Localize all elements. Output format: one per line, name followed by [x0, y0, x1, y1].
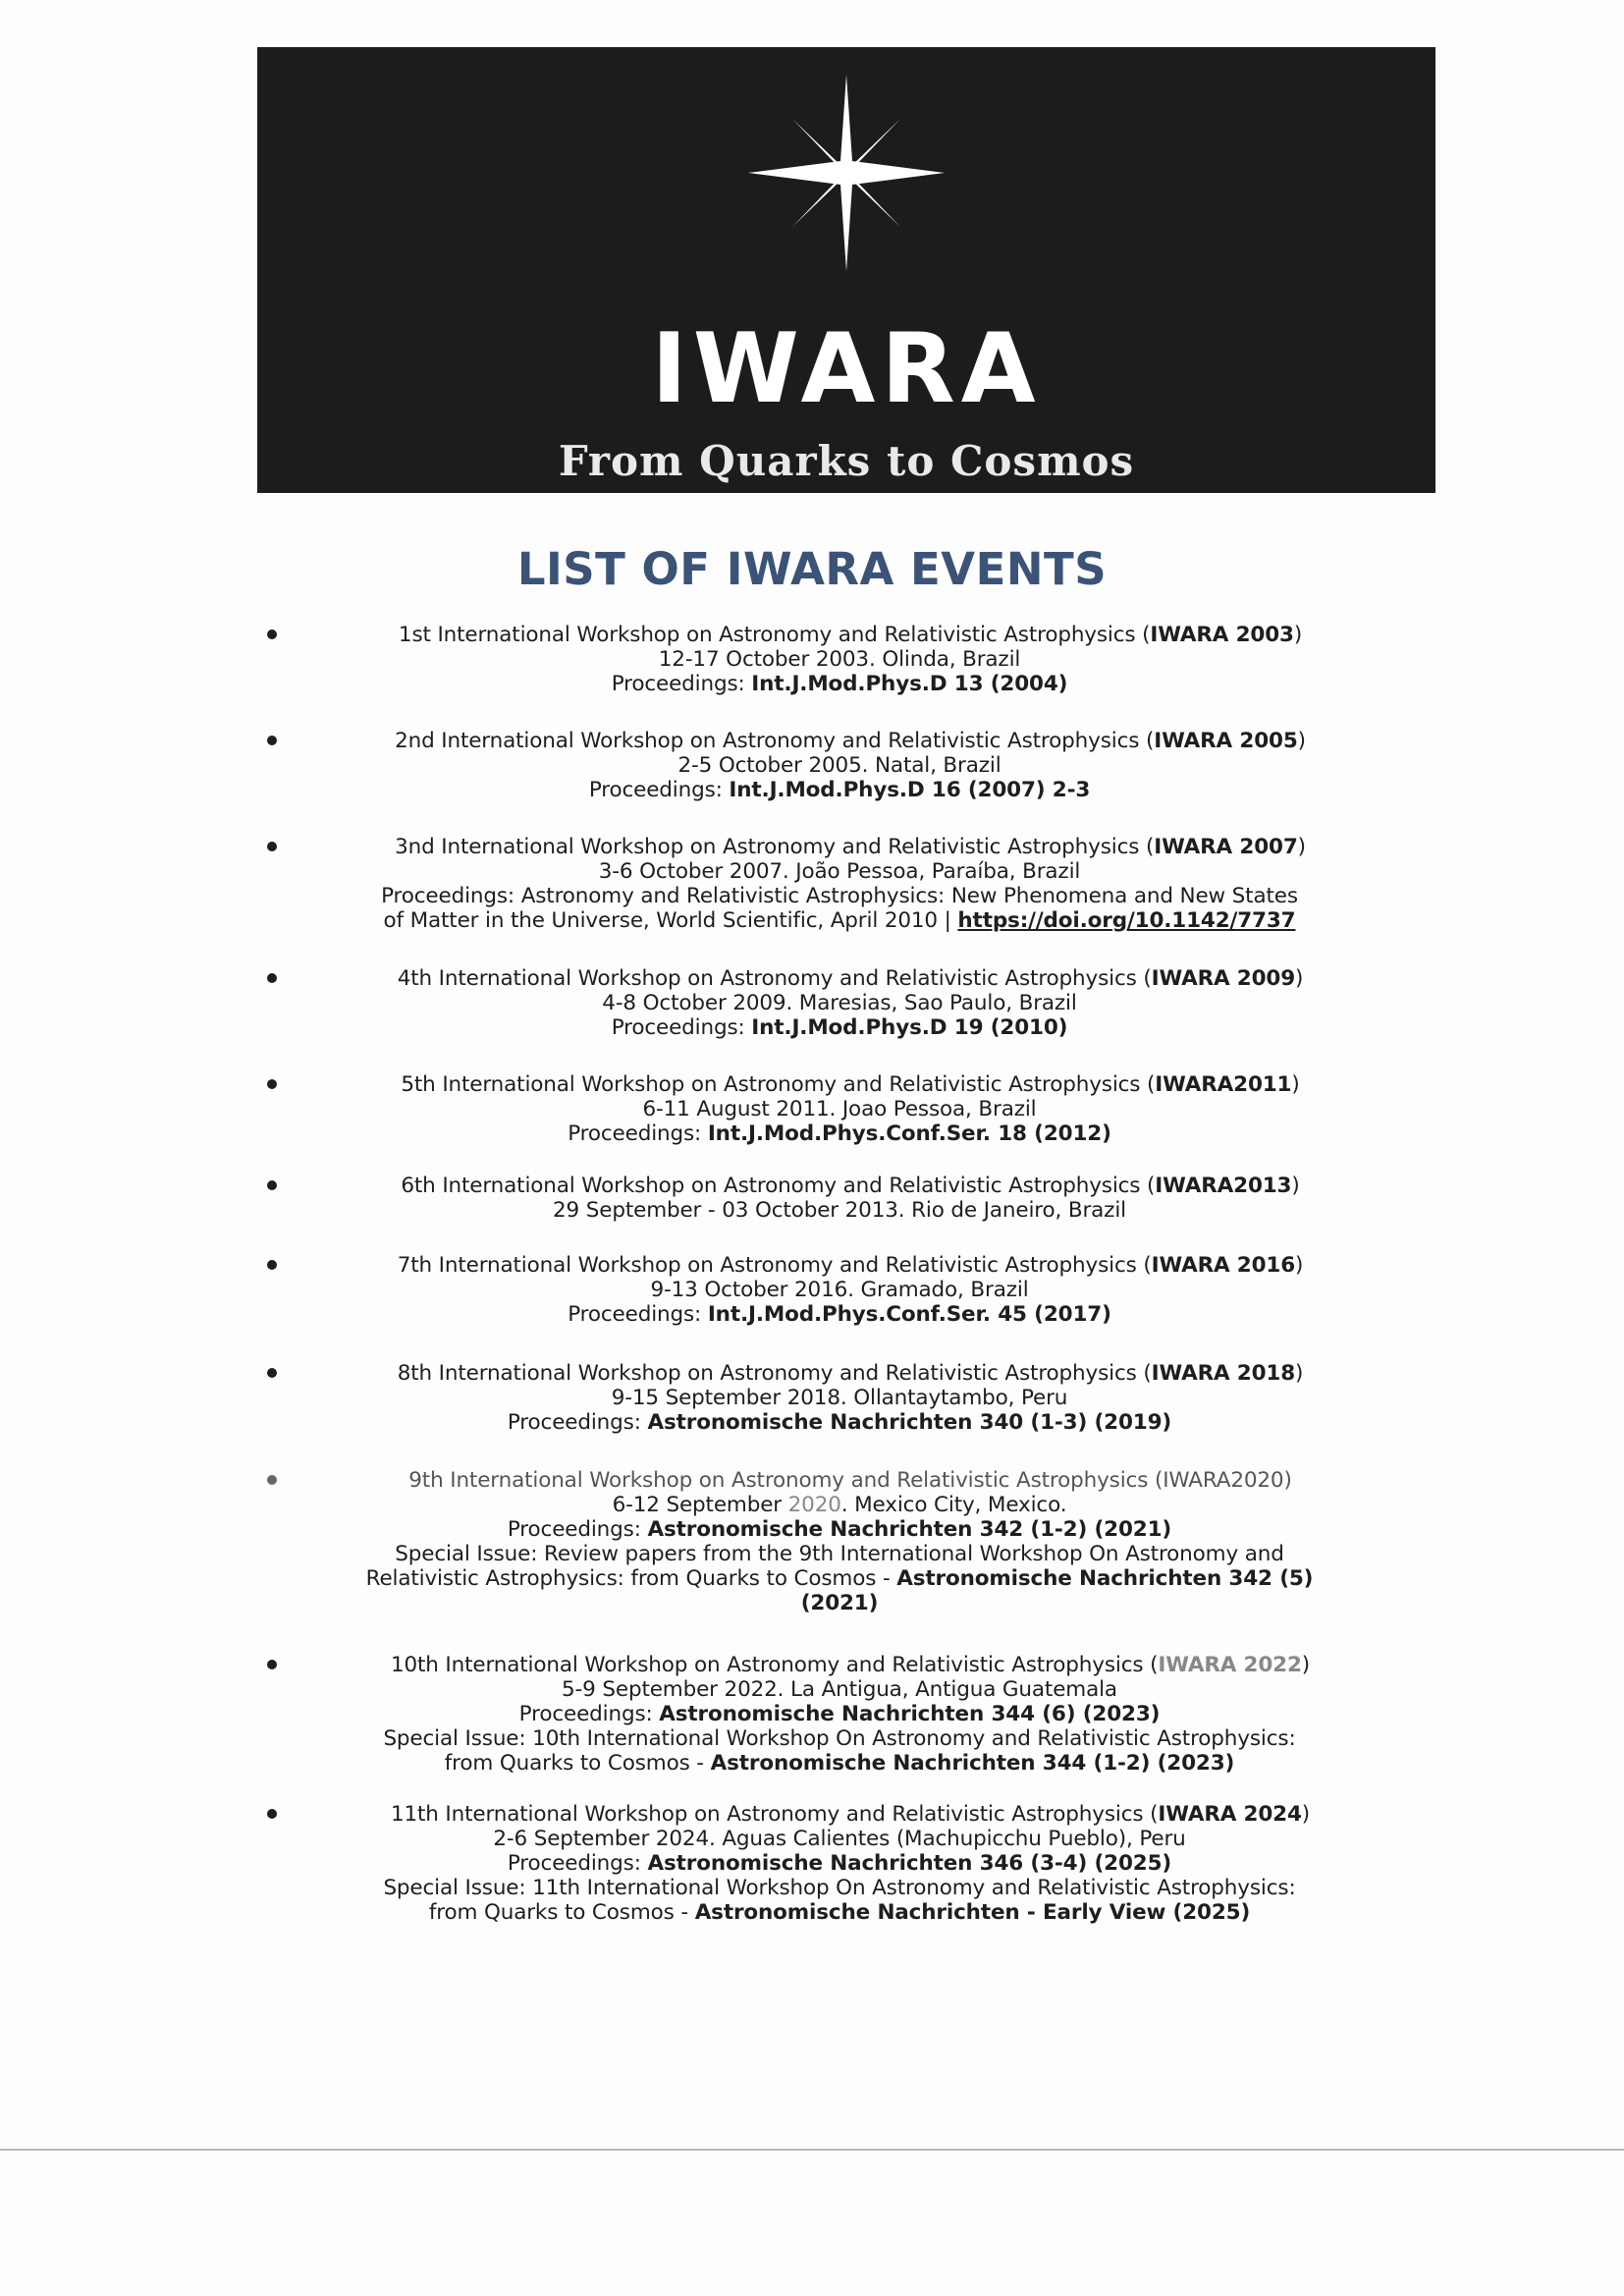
- banner-subtitle: From Quarks to Cosmos: [558, 437, 1135, 485]
- event-item: [275, 623, 1404, 696]
- bullet-icon: [267, 629, 277, 639]
- event-proceedings-cont: of Matter in the Universe, World Scientific, April 2010 | https://doi.org/10.1142/7737: [383, 908, 1296, 933]
- event-date-location: 9-15 September 2018. Ollantaytambo, Peru: [611, 1386, 1068, 1410]
- bullet-icon: [267, 736, 277, 745]
- event-proceedings: Proceedings: Int.J.Mod.Phys.Conf.Ser. 18 (2012): [568, 1121, 1111, 1146]
- bullet-icon: [267, 973, 277, 983]
- banner-title: IWARA: [651, 313, 1042, 425]
- event-title: 11th International Workshop on Astronomy and Relativistic Astrophysics (IWARA 2024): [390, 1802, 1311, 1827]
- event-date-location: 12-17 October 2003. Olinda, Brazil: [658, 647, 1021, 672]
- event-title: 8th International Workshop on Astronomy and Relativistic Astrophysics (IWARA 2018): [397, 1361, 1304, 1386]
- event-special-issue: Special Issue: 11th International Workshop On Astronomy and Relativistic Astrophysics:: [383, 1876, 1296, 1900]
- doi-link[interactable]: https://doi.org/10.1142/7737: [957, 908, 1296, 933]
- event-item: [275, 1653, 1404, 1776]
- page-divider: [0, 2149, 1624, 2151]
- event-proceedings: Proceedings: Astronomy and Relativistic Astrophysics: New Phenomena and New States: [381, 884, 1298, 908]
- event-title: 3nd International Workshop on Astronomy and Relativistic Astrophysics (IWARA 2007): [395, 835, 1306, 859]
- event-date-location: 29 September - 03 October 2013. Rio de Janeiro, Brazil: [553, 1198, 1126, 1223]
- event-title: 2nd International Workshop on Astronomy and Relativistic Astrophysics (IWARA 2005): [395, 729, 1306, 753]
- event-title: 1st International Workshop on Astronomy and Relativistic Astrophysics (IWARA 2003): [398, 623, 1303, 647]
- event-proceedings: Proceedings: Int.J.Mod.Phys.D 13 (2004): [611, 672, 1068, 696]
- event-title: 4th International Workshop on Astronomy and Relativistic Astrophysics (IWARA 2009): [397, 966, 1304, 991]
- event-item: [275, 966, 1404, 1040]
- event-title: 10th International Workshop on Astronomy and Relativistic Astrophysics (IWARA 2022): [390, 1653, 1311, 1677]
- event-date-location: 4-8 October 2009. Maresias, Sao Paulo, Brazil: [602, 991, 1077, 1015]
- bullet-icon: [267, 1368, 277, 1378]
- event-item: [275, 1468, 1404, 1615]
- header-banner: [257, 47, 1435, 493]
- event-item: [275, 1361, 1404, 1435]
- event-proceedings: Proceedings: Int.J.Mod.Phys.D 16 (2007) 2-3: [588, 778, 1091, 802]
- event-date-location: 6-11 August 2011. Joao Pessoa, Brazil: [642, 1097, 1037, 1121]
- event-special-issue: Special Issue: Review papers from the 9th International Workshop On Astronomy and: [395, 1542, 1284, 1566]
- bullet-icon: [267, 1079, 277, 1089]
- event-title: 9th International Workshop on Astronomy and Relativistic Astrophysics (IWARA2020): [408, 1468, 1292, 1493]
- event-proceedings: Proceedings: Astronomische Nachrichten 342 (1-2) (2021): [507, 1517, 1172, 1542]
- event-item: [275, 835, 1404, 933]
- event-proceedings: Proceedings: Astronomische Nachrichten 344 (6) (2023): [518, 1702, 1161, 1726]
- event-special-issue-cont: from Quarks to Cosmos - Astronomische Nachrichten 344 (1-2) (2023): [444, 1751, 1235, 1776]
- page-title: LIST OF IWARA EVENTS: [516, 543, 1108, 595]
- event-title: 5th International Workshop on Astronomy and Relativistic Astrophysics (IWARA2011): [401, 1072, 1300, 1097]
- event-item: [275, 1174, 1404, 1223]
- star-icon: [748, 75, 945, 271]
- event-special-issue-cont: from Quarks to Cosmos - Astronomische Nachrichten - Early View (2025): [428, 1900, 1251, 1925]
- event-proceedings: Proceedings: Int.J.Mod.Phys.Conf.Ser. 45 (2017): [568, 1302, 1111, 1327]
- event-date-location: 9-13 October 2016. Gramado, Brazil: [650, 1278, 1029, 1302]
- bullet-icon: [267, 1260, 277, 1270]
- event-item: [275, 1802, 1404, 1925]
- event-special-issue-year: (2021): [800, 1591, 879, 1615]
- event-date-location: 2-5 October 2005. Natal, Brazil: [677, 753, 1001, 778]
- event-proceedings: Proceedings: Astronomische Nachrichten 346 (3-4) (2025): [507, 1851, 1172, 1876]
- event-proceedings: Proceedings: Int.J.Mod.Phys.D 19 (2010): [611, 1015, 1068, 1040]
- bullet-icon: [267, 1809, 277, 1819]
- bullet-icon: [267, 1475, 277, 1485]
- event-date-location: 5-9 September 2022. La Antigua, Antigua Guatemala: [562, 1677, 1117, 1702]
- event-date-location: 2-6 September 2024. Aguas Calientes (Machupicchu Pueblo), Peru: [493, 1827, 1186, 1851]
- event-item: [275, 1253, 1404, 1327]
- event-date-location: 6-12 September 2020. Mexico City, Mexico.: [612, 1493, 1067, 1517]
- bullet-icon: [267, 1660, 277, 1669]
- event-item: [275, 1072, 1404, 1146]
- event-proceedings: Proceedings: Astronomische Nachrichten 340 (1-3) (2019): [507, 1410, 1172, 1435]
- event-title: 7th International Workshop on Astronomy and Relativistic Astrophysics (IWARA 2016): [397, 1253, 1304, 1278]
- event-date-location: 3-6 October 2007. João Pessoa, Paraíba, Brazil: [598, 859, 1081, 884]
- event-special-issue-cont: Relativistic Astrophysics: from Quarks to Cosmos - Astronomische Nachrichten 342 (5): [365, 1566, 1314, 1591]
- event-title: 6th International Workshop on Astronomy and Relativistic Astrophysics (IWARA2013): [401, 1174, 1300, 1198]
- event-item: [275, 729, 1404, 802]
- bullet-icon: [267, 1180, 277, 1190]
- bullet-icon: [267, 842, 277, 851]
- event-special-issue: Special Issue: 10th International Workshop On Astronomy and Relativistic Astrophysics:: [383, 1726, 1296, 1751]
